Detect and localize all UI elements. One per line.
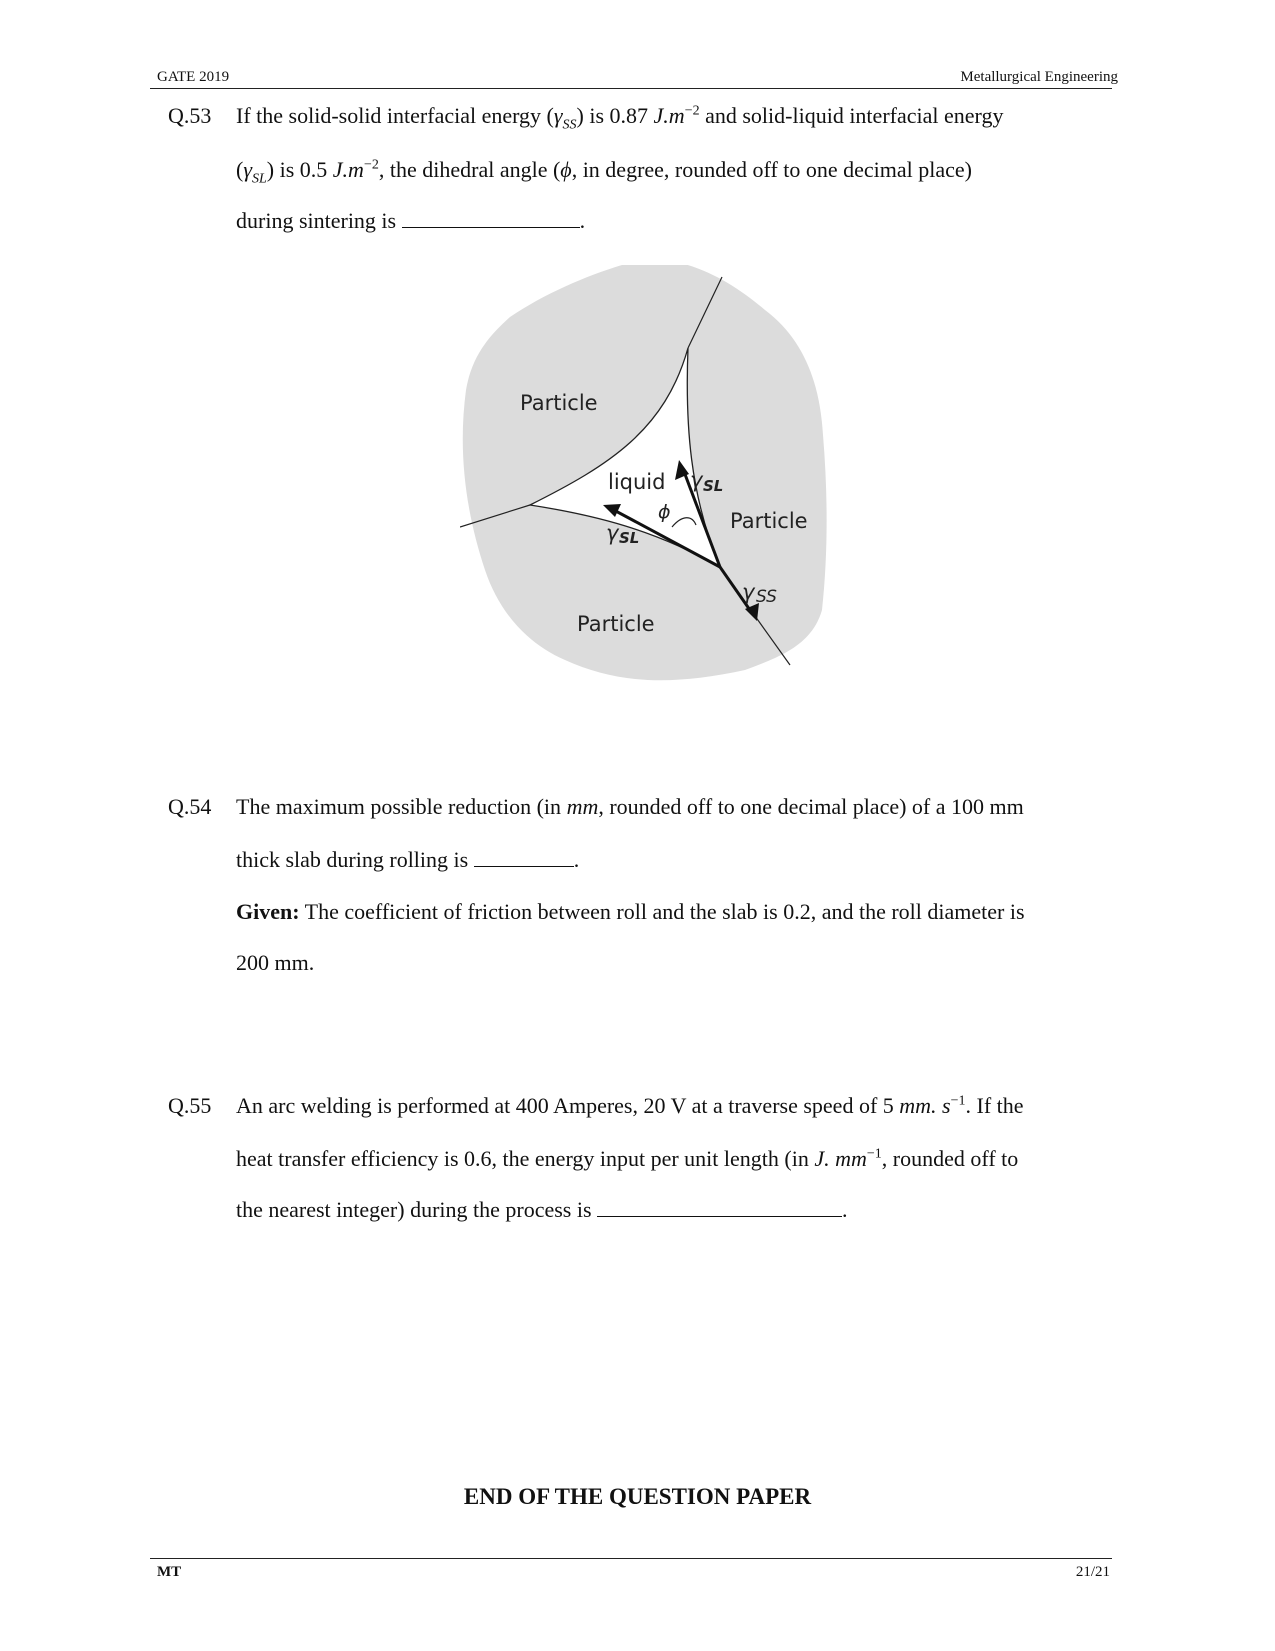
svg-text:γ: γ bbox=[742, 580, 755, 604]
footer-page-number: 21/21 bbox=[1075, 1564, 1110, 1580]
end-of-paper-text: END OF THE QUESTION PAPER bbox=[463, 1484, 812, 1509]
svg-text:γ: γ bbox=[606, 521, 619, 545]
q54-number: Q.54 bbox=[168, 794, 212, 819]
q55-line-3: the nearest integer) during the process is . bbox=[236, 1197, 848, 1222]
q53-line-3: during sintering is . bbox=[236, 208, 586, 233]
q53-line-2: $(\gamma_{SL})$ is 0.5 $J.m^{-2}$, the dihedral angle (ϕ, in degree, rounded off to one decimal place) bbox=[236, 157, 973, 187]
header-subject: Metallurgical Engineering bbox=[960, 69, 1118, 85]
q55-number: Q.55 bbox=[168, 1093, 212, 1118]
particle-label-right: Particle bbox=[730, 509, 808, 533]
liquid-label: liquid bbox=[608, 470, 666, 494]
footer-rule bbox=[150, 1558, 1112, 1559]
q54-line-2: thick slab during rolling is . bbox=[236, 847, 580, 872]
dihedral-angle-figure bbox=[460, 265, 840, 685]
footer-paper-code: MT bbox=[157, 1564, 182, 1580]
svg-text:SL: SL bbox=[619, 529, 640, 547]
particle-label-bottom: Particle bbox=[577, 612, 655, 636]
particle-label-top: Particle bbox=[520, 391, 598, 415]
phi-label: ϕ bbox=[658, 501, 671, 523]
q54-line-1: The maximum possible reduction (in mm, rounded off to one decimal place) of a 100 mm bbox=[236, 794, 1024, 819]
q53-answer-blank[interactable] bbox=[402, 211, 580, 228]
svg-text:γ: γ bbox=[690, 468, 703, 492]
q53-number: Q.53 bbox=[168, 103, 212, 128]
q55-answer-blank[interactable] bbox=[597, 1200, 842, 1217]
q54-line-3: Given: The coefficient of friction between roll and the slab is 0.2, and the roll diameter is bbox=[236, 899, 1025, 924]
header-rule bbox=[150, 88, 1112, 89]
q54-answer-blank[interactable] bbox=[474, 850, 574, 867]
q55-line-1: An arc welding is performed at 400 Amperes, 20 V at a traverse speed of 5 mm. $s^{-1}$. If the bbox=[236, 1093, 1024, 1118]
header-exam-title: GATE 2019 bbox=[157, 69, 230, 85]
q53-line-1: If the solid-solid interfacial energy $(\gamma_{SS})$ is 0.87 $J.m^{-2}$ and solid-liquid interfacial energy bbox=[236, 103, 1004, 133]
q55-line-2: heat transfer efficiency is 0.6, the energy input per unit length (in J. $mm^{-1}$, rounded off to bbox=[236, 1146, 1019, 1171]
q54-line-4: 200 mm. bbox=[236, 950, 315, 975]
svg-text:SL: SL bbox=[703, 477, 724, 495]
svg-text:SS: SS bbox=[756, 587, 777, 607]
